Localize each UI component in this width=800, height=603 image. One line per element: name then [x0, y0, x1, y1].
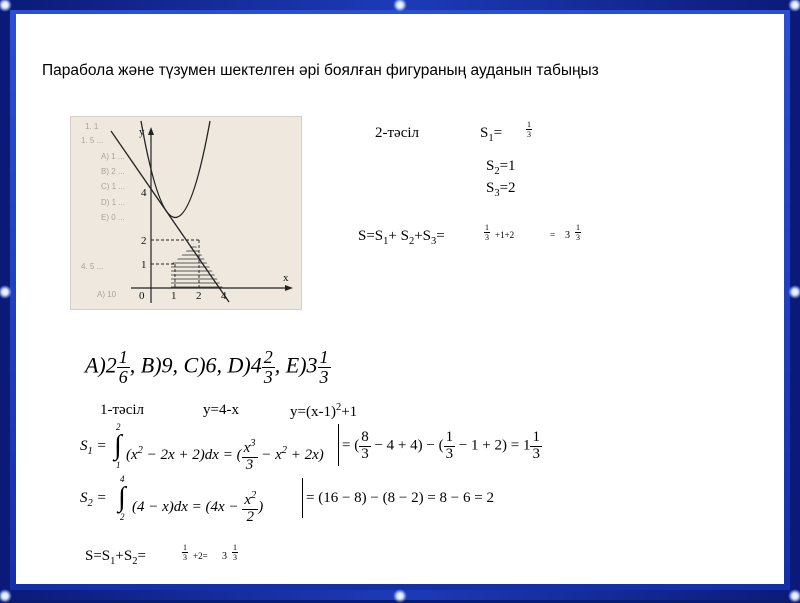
origin-label: 0	[139, 290, 145, 302]
parabola-graph	[70, 116, 302, 310]
answer-options: A)2 $\frac{1}{6}$ , B)9, C)6, D)4 $\frac{2}{3}$ , E)3 $\frac{1}{3}$	[85, 347, 329, 387]
method2-sum-fraction: 1 3	[485, 223, 489, 242]
svg-text:A) 1 ...: A) 1 ...	[101, 152, 125, 161]
svg-text:1. 5 ...: 1. 5 ...	[81, 136, 104, 145]
method2-sum-eq: =	[550, 230, 556, 240]
s1-evaluation: = ( $\frac{8}{3}$ − 4 + 4) − ( $\frac{1}{3}$ − 1 + 2) = 1 $\frac{1}{3}$	[342, 429, 540, 462]
x-tick-label: 2	[196, 290, 202, 302]
final-sum: $S=S_1+S_2=$	[85, 548, 146, 567]
method2-sum-plus: +1+2	[495, 230, 515, 240]
method2-label: 2-тәсіл	[375, 125, 420, 141]
method1-label: 1-тәсіл	[100, 402, 145, 418]
y-tick-label: 2	[141, 235, 147, 247]
method2-sum: $S=S_1+ S_2+S_3=$	[358, 228, 445, 247]
sparkle-icon	[788, 589, 800, 603]
x-tick-label: 1	[171, 290, 177, 302]
final-fraction: 1 3	[183, 543, 187, 562]
method1-parabola: $y=(x-1)^2+1$	[290, 402, 358, 420]
s1-eval-bar	[338, 424, 339, 466]
sparkle-icon	[393, 589, 407, 603]
svg-text:B) 2 ...: B) 2 ...	[101, 167, 125, 176]
s2-evaluation: = (16 − 8) − (8 − 2) = 8 − 6 = 2	[306, 490, 494, 506]
sparkle-icon	[788, 285, 800, 299]
svg-text:А) 10: А) 10	[97, 290, 117, 299]
s2-eval-bar	[302, 478, 303, 518]
sparkle-icon	[0, 589, 12, 603]
method2-sum-result-fraction: 1 3	[576, 223, 580, 242]
final-plus: +2=	[193, 551, 208, 561]
svg-text:4. 5 ...: 4. 5 ...	[81, 262, 104, 271]
method2-s1-fraction: 1 3	[527, 120, 531, 139]
method2-s1: $S_1=$	[480, 125, 503, 144]
graph-svg	[71, 117, 301, 309]
method2-s2: $S_2=1$	[486, 158, 516, 177]
background-text	[81, 122, 125, 299]
line-curve	[111, 131, 229, 302]
svg-text:C) 1 ...: C) 1 ...	[101, 182, 126, 191]
x-axis-label: x	[283, 272, 289, 284]
x-tick-label: 4	[221, 290, 227, 302]
y-tick-label: 1	[141, 259, 147, 271]
slide-title: Парабола және түзумен шектелген әрі боялған фигураның ауданын табыңыз	[42, 62, 599, 79]
y-tick-label: 4	[141, 187, 147, 199]
final-int: 3	[222, 551, 227, 562]
sparkle-icon	[788, 0, 800, 12]
method2-s3: $S_3=2$	[486, 180, 516, 199]
svg-text:E) 0 ...: E) 0 ...	[101, 213, 125, 222]
y-axis-label: y	[139, 126, 145, 138]
method1-line: y=4-x	[203, 402, 239, 418]
method2-sum-int: 3	[565, 230, 570, 241]
svg-text:1. 1: 1. 1	[85, 122, 99, 131]
final-result-fraction: 1 3	[233, 543, 237, 562]
svg-text:D) 1 ...: D) 1 ...	[101, 198, 126, 207]
